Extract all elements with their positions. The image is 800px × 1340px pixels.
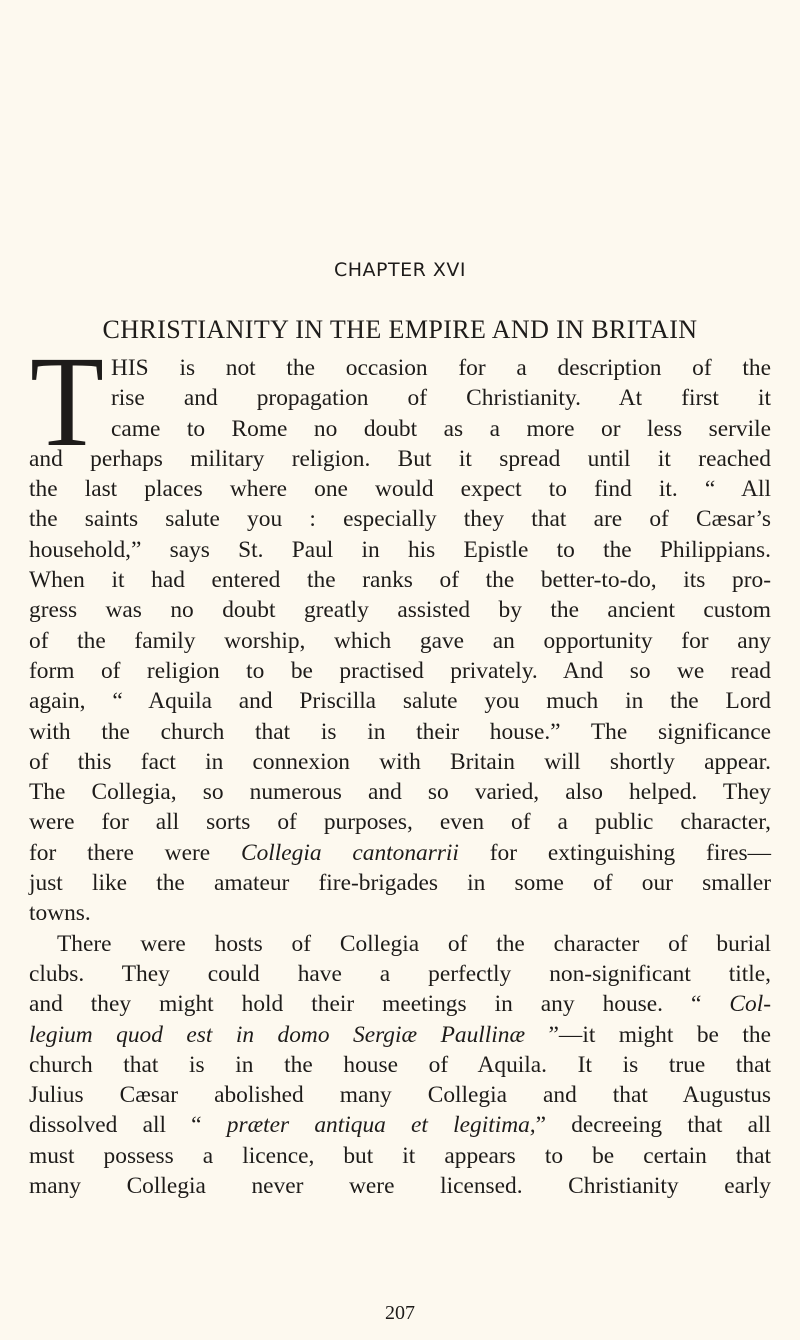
text-line [29,656,771,686]
page-number: 207 [385,1302,415,1324]
text-run: HIS is not the occasion for a description of the [111,355,771,381]
text-run: ”—it might be the [525,1021,771,1048]
italic-phrase: Collegia cantonarrii [240,839,459,866]
text-run: came to Rome no doubt as a more or less servile [111,415,771,442]
text-line [29,626,771,656]
text-line [29,1050,771,1080]
text-line [29,444,771,474]
text-run: clubs. They could have a perfectly non-significant title, [29,960,771,987]
text-run: ” decreeing that all [535,1112,772,1139]
text-line [29,717,771,747]
text-line [29,898,771,928]
text-run: must possess a licence, but it appears to be certain that [29,1142,771,1169]
text-run: household,” says St. Paul in his Epistle to the Philippians. [29,536,771,563]
text-run: of this fact in connexion with Britain will shortly appear. [29,748,771,775]
text-line [29,838,771,868]
chapter-title: CHRISTIANITY IN THE EMPIRE AND IN BRITAIN [102,315,698,344]
text-line [29,595,771,625]
text-line [29,504,771,534]
text-line [29,807,771,837]
text-line [29,535,771,565]
text-line [29,959,771,989]
text-run: Julius Cæsar abolished many Collegia and that Augustus [29,1082,771,1109]
italic-phrase: legium quod est in domo Sergiæ Paullinæ [29,1021,526,1048]
text-run: There were hosts of Collegia of the character of burial [57,930,771,957]
text-run: The Collegia, so numerous and so varied, also helped. They [29,779,771,806]
text-line [111,414,771,444]
text-run: rise and propagation of Christianity. At first it [111,385,771,412]
text-line [29,565,771,595]
text-line [29,1020,771,1050]
text-line [111,353,771,383]
text-line [29,868,771,898]
text-run: the saints salute you : especially they that are of Cæsar’s [29,506,771,533]
italic-phrase: præter antiqua et legitima, [226,1112,536,1139]
text-run: towns. [29,900,91,927]
italic-phrase: Col- [729,991,771,1018]
text-line [29,929,771,959]
text-run: gress was no doubt greatly assisted by the ancient custom [29,597,771,624]
text-run: for extinguishing fires— [458,839,771,866]
text-line [29,474,771,504]
text-run: the last places where one would expect to find it. “ All [29,476,771,503]
text-run: with the church that is in their house.” The significance [29,718,771,745]
text-line [29,686,771,716]
text-run: and they might hold their meetings in any house. “ [29,991,730,1018]
text-line [29,1080,771,1110]
text-line [29,1110,771,1140]
body-text [29,353,771,1201]
text-run: many Collegia never were licensed. Christianity early [29,1173,771,1200]
text-run: dissolved all “ [29,1112,227,1139]
text-run: just like the amateur fire-brigades in some of our smaller [29,870,771,897]
chapter-label: CHAPTER XVI [334,259,466,281]
text-run: were for all sorts of purposes, even of a public character, [29,809,771,836]
text-run: church that is in the house of Aquila. It is true that [29,1051,771,1078]
text-line [111,383,771,413]
text-line [29,989,771,1019]
text-run: When it had entered the ranks of the better-to-do, its pro- [29,567,771,594]
text-run: again, “ Aquila and Priscilla salute you much in the Lord [29,688,771,715]
text-run: and perhaps military religion. But it spread until it reached [29,445,771,472]
text-run: of the family worship, which gave an opportunity for any [29,627,771,654]
dropcap-letter-glyph: T [30,348,104,448]
text-run: for there were [29,839,241,866]
text-line [29,777,771,807]
text-run: form of religion to be practised privately. And so we read [29,657,771,684]
text-line [29,747,771,777]
text-line [29,1171,771,1201]
text-line [29,1141,771,1171]
